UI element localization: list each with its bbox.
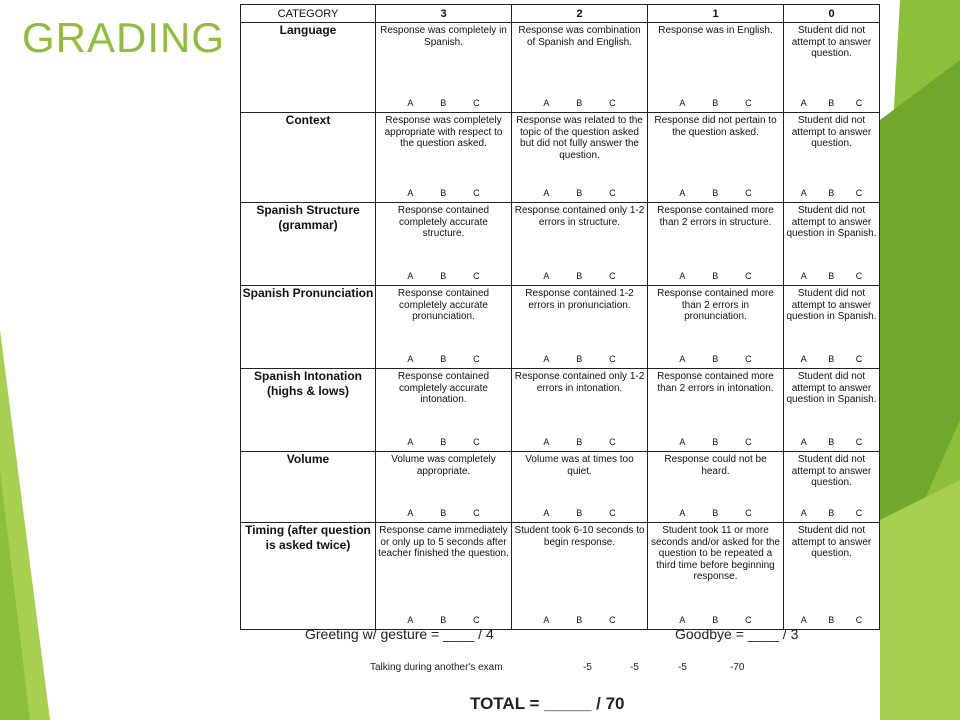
rubric-cell [784, 113, 880, 203]
choice-letter[interactable]: C [745, 507, 752, 518]
choice-letter[interactable]: B [440, 353, 447, 364]
choice-letter[interactable]: A [407, 353, 414, 364]
choice-letter[interactable]: A [800, 353, 807, 364]
rubric-cell-text: Response contained more than 2 errors in intonation. [657, 371, 774, 394]
rubric-cell-text: Response was in English. [658, 25, 773, 36]
rubric-cell [784, 286, 880, 369]
penalty-value: -5 [583, 662, 592, 673]
abc-choices [784, 271, 879, 283]
abc-choices [512, 437, 647, 449]
rubric-cell [376, 369, 512, 452]
choice-letter[interactable]: C [609, 507, 616, 518]
rubric-cell-text: Response contained more than 2 errors in pronunciation. [657, 288, 774, 322]
rubric-cell-text: Student did not attempt to answer question in Spanish. [786, 205, 877, 239]
rubric-row [241, 452, 880, 523]
abc-choices [648, 354, 783, 366]
choice-letter[interactable]: A [800, 436, 807, 447]
rubric-cell [648, 23, 784, 113]
abc-choices [512, 98, 647, 110]
abc-choices [648, 188, 783, 200]
rubric-cell [512, 369, 648, 452]
choice-letter[interactable]: B [440, 614, 447, 625]
choice-letter[interactable]: A [679, 353, 686, 364]
choice-letter[interactable]: C [745, 270, 752, 281]
choice-letter[interactable]: A [543, 270, 550, 281]
choice-letter[interactable]: A [679, 507, 686, 518]
rubric-cell-text: Student took 11 or more seconds and/or asked for the question to be repeated a third time before beginning response. [651, 525, 780, 582]
choice-letter[interactable]: B [828, 507, 835, 518]
rubric-cell-text: Student did not attempt to answer question. [791, 25, 872, 59]
rubric-header-row [241, 5, 880, 23]
abc-choices [784, 437, 879, 449]
abc-choices [648, 98, 783, 110]
rubric-cell-text: Response came immediately or only up to 5 seconds after teacher finished the question. [378, 525, 509, 559]
rubric-cell-text: Response was completely in Spanish. [380, 25, 507, 48]
rubric-cell-text: Response contained completely accurate intonation. [397, 371, 490, 405]
abc-choices [512, 188, 647, 200]
rubric-cell-text: Volume was at times too quiet. [525, 454, 634, 477]
rubric-cell [376, 23, 512, 113]
choice-letter[interactable]: A [543, 507, 550, 518]
abc-choices [784, 615, 879, 627]
choice-letter[interactable]: B [828, 436, 835, 447]
rubric-cell [784, 452, 880, 523]
choice-letter[interactable]: B [712, 270, 719, 281]
rubric-cell [648, 523, 784, 630]
choice-letter[interactable]: A [679, 270, 686, 281]
choice-letter[interactable]: A [679, 187, 686, 198]
rubric-cell-text: Response contained only 1-2 errors in structure. [514, 205, 645, 228]
choice-letter[interactable]: A [679, 436, 686, 447]
choice-letter[interactable]: B [440, 507, 447, 518]
abc-choices [376, 354, 511, 366]
rubric-cell-text: Student took 6-10 seconds to begin response. [514, 525, 645, 548]
choice-letter[interactable]: C [745, 353, 752, 364]
rubric-cell [376, 523, 512, 630]
rubric-cell-text: Student did not attempt to answer question in Spanish. [786, 288, 877, 322]
rubric-category: Spanish Structure (grammar) [241, 203, 376, 286]
penalty-value: -5 [678, 662, 687, 673]
choice-letter[interactable]: A [543, 353, 550, 364]
choice-letter[interactable]: B [828, 187, 835, 198]
choice-letter[interactable]: A [543, 187, 550, 198]
choice-letter[interactable]: A [800, 507, 807, 518]
rubric-category: Timing (after question is asked twice) [241, 523, 376, 630]
rubric-cell [784, 23, 880, 113]
choice-letter[interactable]: A [800, 270, 807, 281]
choice-letter[interactable]: B [828, 270, 835, 281]
choice-letter[interactable]: B [712, 614, 719, 625]
choice-letter[interactable]: A [679, 614, 686, 625]
abc-choices [376, 615, 511, 627]
abc-choices [648, 437, 783, 449]
choice-letter[interactable]: C [609, 187, 616, 198]
header-category: CATEGORY [241, 5, 376, 23]
abc-choices [648, 615, 783, 627]
abc-choices [512, 615, 647, 627]
rubric-cell [512, 113, 648, 203]
right-green-light [880, 480, 960, 720]
abc-choices [376, 437, 511, 449]
choice-letter[interactable]: C [473, 614, 480, 625]
header-score-2: 2 [512, 5, 648, 23]
choice-letter[interactable]: C [855, 270, 863, 281]
rubric-category: Volume [241, 452, 376, 523]
abc-choices [512, 354, 647, 366]
choice-letter[interactable]: A [407, 507, 414, 518]
choice-letter[interactable]: C [855, 187, 863, 198]
penalty-value: -5 [630, 662, 639, 673]
rubric-cell-text: Response contained only 1-2 errors in intonation. [514, 371, 645, 394]
choice-letter[interactable]: C [745, 436, 752, 447]
rubric-cell [512, 23, 648, 113]
abc-choices [784, 98, 879, 110]
rubric-cell-text: Response did not pertain to the question asked. [654, 115, 777, 138]
choice-letter[interactable]: C [609, 270, 616, 281]
choice-letter[interactable]: B [440, 270, 447, 281]
choice-letter[interactable]: C [473, 187, 480, 198]
rubric-cell [376, 113, 512, 203]
choice-letter[interactable]: C [473, 270, 480, 281]
choice-letter[interactable]: C [855, 436, 863, 447]
rubric-category: Spanish Intonation (highs & lows) [241, 369, 376, 452]
rubric-cell-text: Student did not attempt to answer question. [791, 525, 872, 559]
choice-letter[interactable]: B [576, 353, 583, 364]
rubric-cell-text: Response contained more than 2 errors in structure. [657, 205, 774, 228]
choice-letter[interactable]: B [576, 614, 583, 625]
rubric-cell [512, 203, 648, 286]
rubric-row [241, 286, 880, 369]
header-score-0: 0 [784, 5, 880, 23]
choice-letter[interactable]: B [576, 270, 583, 281]
abc-choices [376, 508, 511, 520]
choice-letter[interactable]: C [855, 507, 863, 518]
choice-letter[interactable]: B [828, 614, 835, 625]
rubric-category: Context [241, 113, 376, 203]
header-score-3: 3 [376, 5, 512, 23]
rubric-cell [376, 452, 512, 523]
talking-penalty-label: Talking during another's exam [370, 662, 503, 673]
rubric-cell-text: Student did not attempt to answer question. [791, 454, 872, 488]
rubric-cell [648, 452, 784, 523]
rubric-table [240, 4, 880, 630]
choice-letter[interactable]: C [855, 97, 863, 108]
choice-letter[interactable]: C [855, 614, 863, 625]
abc-choices [376, 271, 511, 283]
choice-letter[interactable]: A [800, 97, 807, 108]
rubric-cell-text: Response was related to the topic of the question asked but did not fully answer the question. [516, 115, 643, 161]
rubric-cell [784, 523, 880, 630]
rubric-cell-text: Student did not attempt to answer question. [791, 115, 872, 149]
rubric-cell [648, 286, 784, 369]
total-score: TOTAL = _____ / 70 [470, 694, 625, 713]
choice-letter[interactable]: B [576, 507, 583, 518]
choice-letter[interactable]: C [473, 507, 480, 518]
abc-choices [376, 98, 511, 110]
choice-letter[interactable]: C [473, 436, 480, 447]
slide-title: GRADING [22, 14, 226, 61]
choice-letter[interactable]: A [800, 614, 807, 625]
choice-letter[interactable]: B [576, 97, 583, 108]
rubric-cell [376, 286, 512, 369]
rubric-cell-text: Response was completely appropriate with respect to the question asked. [384, 115, 503, 149]
choice-letter[interactable]: C [609, 614, 616, 625]
choice-letter[interactable]: A [543, 436, 550, 447]
choice-letter[interactable]: C [745, 614, 752, 625]
choice-letter[interactable]: A [407, 187, 414, 198]
choice-letter[interactable]: B [576, 436, 583, 447]
choice-letter[interactable]: A [800, 187, 807, 198]
abc-choices [512, 271, 647, 283]
rubric-cell [512, 286, 648, 369]
rubric-cell-text: Response contained 1-2 errors in pronunciation. [525, 288, 634, 311]
abc-choices [784, 354, 879, 366]
abc-choices [784, 508, 879, 520]
rubric-cell-text: Response contained completely accurate structure. [397, 205, 490, 239]
choice-letter[interactable]: C [609, 436, 616, 447]
rubric-cell-text: Response was combination of Spanish and English. [518, 25, 641, 48]
header-score-1: 1 [648, 5, 784, 23]
choice-letter[interactable]: B [828, 353, 835, 364]
rubric-cell [648, 369, 784, 452]
choice-letter[interactable]: B [440, 187, 447, 198]
choice-letter[interactable]: A [407, 270, 414, 281]
choice-letter[interactable]: B [712, 436, 719, 447]
choice-letter[interactable]: B [828, 97, 835, 108]
choice-letter[interactable]: C [609, 353, 616, 364]
choice-letter[interactable]: A [407, 97, 414, 108]
choice-letter[interactable]: C [473, 97, 480, 108]
choice-letter[interactable]: C [473, 353, 480, 364]
choice-letter[interactable]: C [745, 187, 752, 198]
rubric-cell [376, 203, 512, 286]
penalty-value: -70 [730, 662, 745, 673]
choice-letter[interactable]: A [407, 614, 414, 625]
rubric-cell-text: Student did not attempt to answer question in Spanish. [786, 371, 877, 405]
choice-letter[interactable]: A [543, 97, 550, 108]
abc-choices [376, 188, 511, 200]
choice-letter[interactable]: B [440, 97, 447, 108]
choice-letter[interactable]: B [440, 436, 447, 447]
rubric-row [241, 369, 880, 452]
greeting-score: Greeting w/ gesture = ____ / 4 [305, 626, 494, 642]
rubric-cell [512, 523, 648, 630]
choice-letter[interactable]: A [407, 436, 414, 447]
rubric-row [241, 523, 880, 630]
choice-letter[interactable]: C [745, 97, 752, 108]
abc-choices [512, 508, 647, 520]
choice-letter[interactable]: B [712, 507, 719, 518]
rubric-cell-text: Response could not be heard. [664, 454, 767, 477]
choice-letter[interactable]: A [679, 97, 686, 108]
rubric-cell [784, 369, 880, 452]
rubric-cell [648, 113, 784, 203]
rubric-cell [648, 203, 784, 286]
choice-letter[interactable]: B [712, 353, 719, 364]
rubric-cell-text: Response contained completely accurate pronunciation. [397, 288, 490, 322]
choice-letter[interactable]: A [543, 614, 550, 625]
abc-choices [648, 508, 783, 520]
rubric-category: Language [241, 23, 376, 113]
rubric-row [241, 203, 880, 286]
rubric-category: Spanish Pronunciation [241, 286, 376, 369]
rubric-row [241, 113, 880, 203]
rubric-cell-text: Volume was completely appropriate. [391, 454, 496, 477]
choice-letter[interactable]: C [855, 353, 863, 364]
rubric-cell [784, 203, 880, 286]
abc-choices [648, 271, 783, 283]
choice-letter[interactable]: B [712, 187, 719, 198]
rubric-row [241, 23, 880, 113]
abc-choices [784, 188, 879, 200]
choice-letter[interactable]: C [609, 97, 616, 108]
choice-letter[interactable]: B [576, 187, 583, 198]
choice-letter[interactable]: B [712, 97, 719, 108]
rubric-cell [512, 452, 648, 523]
goodbye-score: Goodbye = ____ / 3 [675, 626, 799, 642]
